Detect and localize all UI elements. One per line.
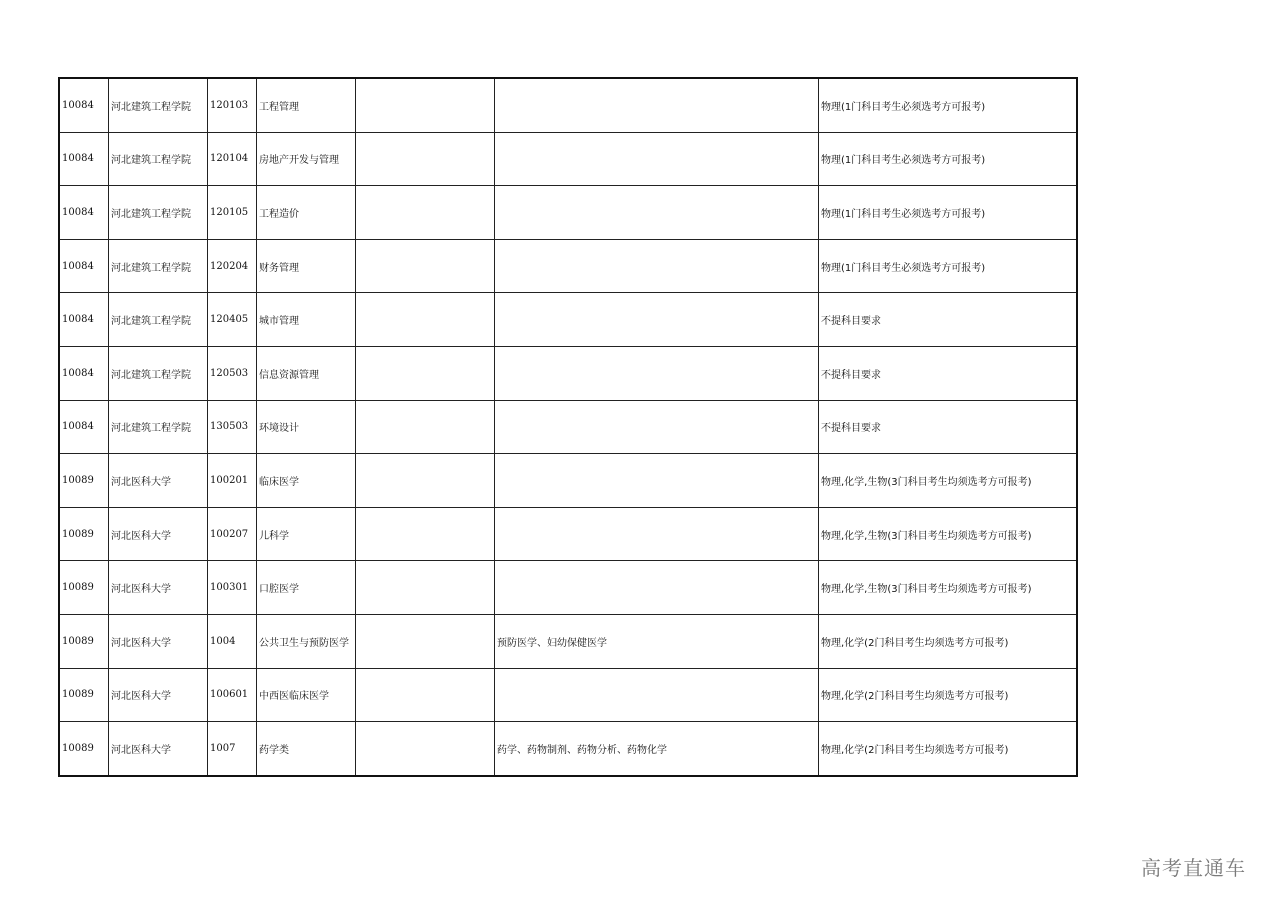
major-code-cell: 1004: [208, 614, 257, 668]
subject-requirements-table: [58, 77, 1078, 777]
major-name-cell: 环境设计: [257, 400, 356, 454]
notes-cell: [356, 561, 495, 615]
subject-requirement-cell: 物理,化学,生物(3门科目考生均须选考方可报考): [819, 507, 1078, 561]
table-row: [59, 614, 1077, 668]
included-majors-cell: [495, 78, 819, 132]
notes-cell: [356, 132, 495, 186]
school-name-cell: 河北建筑工程学院: [109, 400, 208, 454]
school-name-cell: 河北建筑工程学院: [109, 346, 208, 400]
table-row: [59, 454, 1077, 508]
included-majors-cell: [495, 400, 819, 454]
school-name-cell: 河北医科大学: [109, 668, 208, 722]
school-code-cell: 10089: [59, 722, 109, 776]
notes-cell: [356, 507, 495, 561]
major-code-cell: 120405: [208, 293, 257, 347]
included-majors-cell: 药学、药物制剂、药物分析、药物化学: [495, 722, 819, 776]
subject-requirement-cell: 物理,化学,生物(3门科目考生均须选考方可报考): [819, 454, 1078, 508]
school-name-cell: 河北建筑工程学院: [109, 293, 208, 347]
major-name-cell: 口腔医学: [257, 561, 356, 615]
major-code-cell: 100207: [208, 507, 257, 561]
notes-cell: [356, 722, 495, 776]
subject-requirement-cell: 物理(1门科目考生必须选考方可报考): [819, 132, 1078, 186]
included-majors-cell: [495, 186, 819, 240]
subject-requirement-cell: 物理,化学(2门科目考生均须选考方可报考): [819, 614, 1078, 668]
school-code-cell: 10084: [59, 400, 109, 454]
major-name-cell: 中西医临床医学: [257, 668, 356, 722]
major-name-cell: 临床医学: [257, 454, 356, 508]
subject-requirement-cell: 不提科目要求: [819, 293, 1078, 347]
watermark-text: 高考直通车: [1141, 856, 1246, 880]
school-name-cell: 河北医科大学: [109, 722, 208, 776]
table-row: [59, 239, 1077, 293]
major-code-cell: 120204: [208, 239, 257, 293]
school-name-cell: 河北医科大学: [109, 454, 208, 508]
table-body: [59, 78, 1077, 776]
school-code-cell: 10084: [59, 78, 109, 132]
school-name-cell: 河北建筑工程学院: [109, 239, 208, 293]
school-name-cell: 河北建筑工程学院: [109, 78, 208, 132]
table-row: [59, 561, 1077, 615]
major-code-cell: 100301: [208, 561, 257, 615]
school-name-cell: 河北医科大学: [109, 507, 208, 561]
major-code-cell: 120105: [208, 186, 257, 240]
included-majors-cell: [495, 132, 819, 186]
subject-requirement-cell: 不提科目要求: [819, 346, 1078, 400]
notes-cell: [356, 668, 495, 722]
notes-cell: [356, 239, 495, 293]
major-name-cell: 药学类: [257, 722, 356, 776]
major-code-cell: 120104: [208, 132, 257, 186]
major-name-cell: 工程造价: [257, 186, 356, 240]
major-code-cell: 1007: [208, 722, 257, 776]
table-row: [59, 400, 1077, 454]
major-code-cell: 120503: [208, 346, 257, 400]
notes-cell: [356, 454, 495, 508]
school-code-cell: 10084: [59, 293, 109, 347]
notes-cell: [356, 293, 495, 347]
subject-requirement-cell: 物理(1门科目考生必须选考方可报考): [819, 186, 1078, 240]
subject-requirement-cell: 物理(1门科目考生必须选考方可报考): [819, 239, 1078, 293]
major-name-cell: 城市管理: [257, 293, 356, 347]
major-name-cell: 信息资源管理: [257, 346, 356, 400]
subject-requirement-cell: 物理(1门科目考生必须选考方可报考): [819, 78, 1078, 132]
included-majors-cell: [495, 454, 819, 508]
school-code-cell: 10089: [59, 507, 109, 561]
table-row: [59, 132, 1077, 186]
subject-requirement-cell: 不提科目要求: [819, 400, 1078, 454]
major-name-cell: 工程管理: [257, 78, 356, 132]
school-name-cell: 河北医科大学: [109, 561, 208, 615]
school-code-cell: 10084: [59, 132, 109, 186]
included-majors-cell: [495, 668, 819, 722]
included-majors-cell: [495, 507, 819, 561]
table-row: [59, 186, 1077, 240]
included-majors-cell: 预防医学、妇幼保健医学: [495, 614, 819, 668]
notes-cell: [356, 186, 495, 240]
notes-cell: [356, 346, 495, 400]
included-majors-cell: [495, 561, 819, 615]
major-name-cell: 财务管理: [257, 239, 356, 293]
table-row: [59, 293, 1077, 347]
table-row: [59, 722, 1077, 776]
school-name-cell: 河北医科大学: [109, 614, 208, 668]
included-majors-cell: [495, 239, 819, 293]
major-code-cell: 120103: [208, 78, 257, 132]
subject-requirement-cell: 物理,化学(2门科目考生均须选考方可报考): [819, 668, 1078, 722]
school-name-cell: 河北建筑工程学院: [109, 132, 208, 186]
table-row: [59, 346, 1077, 400]
school-code-cell: 10089: [59, 561, 109, 615]
major-code-cell: 100601: [208, 668, 257, 722]
major-name-cell: 房地产开发与管理: [257, 132, 356, 186]
table-row: [59, 507, 1077, 561]
major-code-cell: 100201: [208, 454, 257, 508]
table-row: [59, 668, 1077, 722]
school-code-cell: 10089: [59, 454, 109, 508]
school-code-cell: 10084: [59, 239, 109, 293]
school-code-cell: 10089: [59, 668, 109, 722]
included-majors-cell: [495, 293, 819, 347]
table-row: [59, 78, 1077, 132]
school-code-cell: 10084: [59, 186, 109, 240]
school-code-cell: 10084: [59, 346, 109, 400]
school-code-cell: 10089: [59, 614, 109, 668]
notes-cell: [356, 614, 495, 668]
notes-cell: [356, 400, 495, 454]
subject-requirement-cell: 物理,化学(2门科目考生均须选考方可报考): [819, 722, 1078, 776]
major-name-cell: 公共卫生与预防医学: [257, 614, 356, 668]
included-majors-cell: [495, 346, 819, 400]
school-name-cell: 河北建筑工程学院: [109, 186, 208, 240]
subject-requirement-cell: 物理,化学,生物(3门科目考生均须选考方可报考): [819, 561, 1078, 615]
notes-cell: [356, 78, 495, 132]
major-code-cell: 130503: [208, 400, 257, 454]
major-name-cell: 儿科学: [257, 507, 356, 561]
